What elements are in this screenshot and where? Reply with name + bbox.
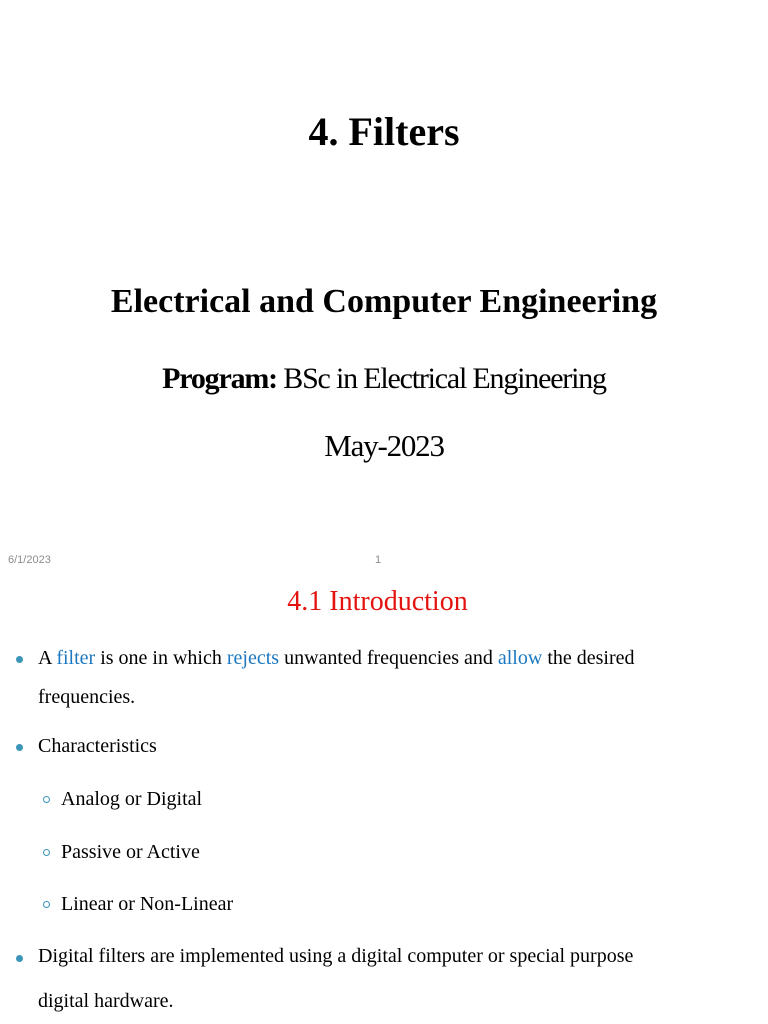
- sub-bullet-marker: [43, 796, 50, 803]
- program-label: Program:: [162, 362, 277, 395]
- bullet-marker: [16, 656, 23, 663]
- bullet-3-line-1: Digital filters are implemented using a digital computer or special purpose: [38, 945, 634, 967]
- sub-item: Passive or Active: [61, 841, 200, 863]
- sub-bullet-marker: [43, 849, 50, 856]
- program-line: [0, 362, 768, 396]
- keyword-allow: allow: [497, 647, 543, 669]
- keyword-filter: filter: [56, 647, 96, 669]
- sub-item: Linear or Non-Linear: [61, 893, 234, 915]
- sub-bullet-marker: [43, 901, 50, 908]
- keyword-rejects: rejects: [226, 647, 280, 669]
- program-value: BSc in Electrical Engineering: [276, 362, 606, 395]
- text-segment: the desired: [542, 647, 635, 669]
- sub-item: Analog or Digital: [61, 788, 203, 810]
- bullet-3-line-2: digital hardware.: [38, 990, 174, 1012]
- section-heading: 4.1 Introduction: [287, 586, 468, 617]
- text-segment: A: [38, 647, 57, 669]
- footer-date: 6/1/2023: [8, 554, 51, 566]
- department-name: Electrical and Computer Engineering: [110, 283, 658, 320]
- bullet-2-label: Characteristics: [38, 735, 157, 757]
- presentation-date: May-2023: [324, 428, 444, 463]
- text-segment: unwanted frequencies and: [279, 647, 498, 669]
- bullet-marker: [16, 955, 23, 962]
- slide-title: 4. Filters: [308, 109, 460, 154]
- bullet-marker: [16, 744, 23, 751]
- bullet-1-line-2: frequencies.: [38, 686, 136, 708]
- text-segment: is one in which: [95, 647, 227, 669]
- footer-page-number: 1: [375, 554, 382, 566]
- bullet-1-line-1: [38, 647, 635, 670]
